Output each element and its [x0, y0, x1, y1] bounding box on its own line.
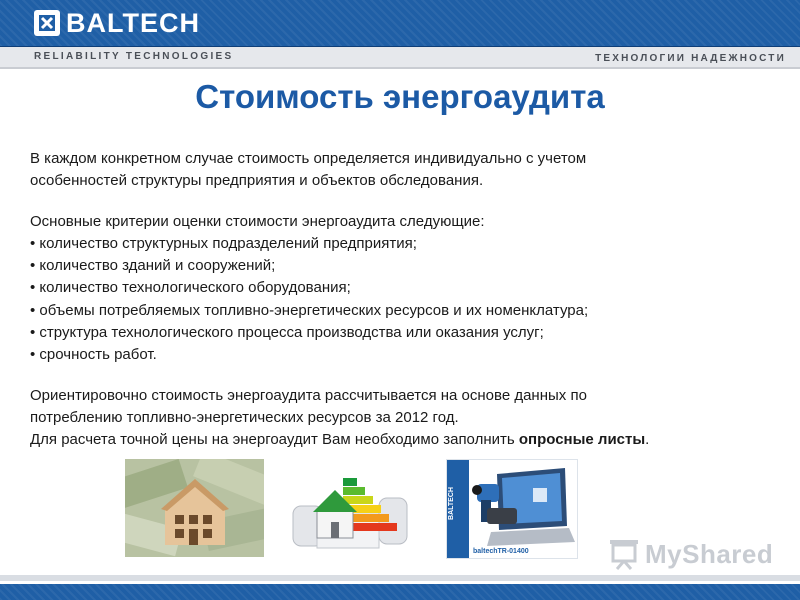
cta-prefix: Для расчета точной цены на энергоаудит Вам необходимо заполнить	[30, 431, 519, 449]
criteria-item: • количество технологического оборудования;	[30, 279, 351, 297]
tagline-english: RELIABILITY TECHNOLOGIES	[34, 51, 234, 62]
diagnostic-device-image	[446, 459, 578, 559]
logo-emblem-icon	[34, 10, 60, 36]
content-body	[30, 148, 780, 452]
tagline-bar	[0, 47, 800, 69]
tagline-russian: ТЕХНОЛОГИИ НАДЕЖНОСТИ	[595, 53, 786, 64]
presentation-board-icon	[607, 538, 641, 570]
estimate-line: Ориентировочно стоимость энергоаудита рассчитывается на основе данных по	[30, 386, 587, 404]
page-title: Стоимость энергоаудита	[195, 78, 605, 115]
criteria-item: • количество зданий и сооружений;	[30, 257, 276, 275]
header-bar	[0, 0, 800, 47]
logo-text: BALTECH	[66, 7, 200, 38]
watermark-text: MyShared	[645, 538, 774, 569]
intro-line: особенностей структуры предприятия и объектов обследования.	[30, 172, 484, 190]
footer-bar	[0, 584, 800, 600]
myshared-watermark	[607, 538, 773, 570]
energy-efficiency-image	[287, 468, 412, 554]
house-money-image	[125, 459, 264, 557]
criteria-item: • срочность работ.	[30, 346, 157, 364]
device-caption: baltechTR-01400	[473, 548, 529, 555]
cta-line	[30, 429, 780, 451]
questionnaire-link[interactable]: опросные листы	[518, 431, 646, 449]
estimate-line: потреблению топливно-энергетических ресурсов за 2012 год.	[30, 408, 459, 426]
cta-suffix: .	[645, 431, 650, 449]
footer-divider	[0, 575, 800, 581]
device-brand: BALTECH	[447, 487, 455, 520]
criteria-item: • количество структурных подразделений предприятия;	[30, 234, 417, 252]
intro-line: В каждом конкретном случае стоимость определяется индивидуально с учетом	[30, 150, 587, 167]
brand-logo[interactable]	[34, 6, 200, 40]
criteria-item: • объемы потребляемых топливно-энергетических ресурсов и их номенклатура;	[30, 301, 589, 319]
criteria-item: • структура технологического процесса производства или оказания услуг;	[30, 324, 544, 342]
criteria-heading: Основные критерии оценки стоимости энергоаудита следующие:	[30, 212, 485, 230]
